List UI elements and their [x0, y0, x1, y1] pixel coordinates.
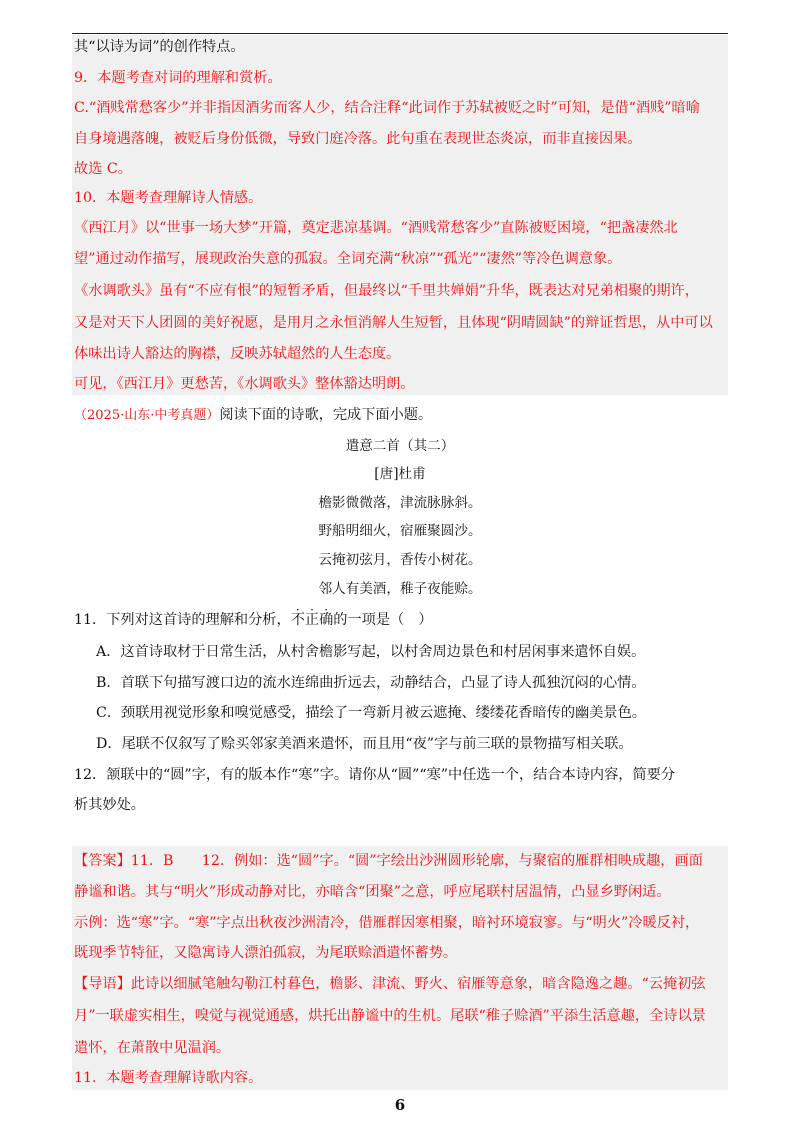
source-instruction: 阅读下面的诗歌，完成下面小题。 — [219, 407, 433, 423]
analysis-line: 《水调歌头》虽有“不应有恨”的短暂矛盾，但最终以“千里共婵娟”升华，既表达对兄弟相聚的期许， — [74, 283, 699, 299]
emphasis-char: 确 — [319, 612, 334, 628]
poem-author: [唐]杜甫 — [374, 466, 426, 482]
question-12-line: 析其妙处。 — [74, 797, 145, 813]
page-number: 6 — [394, 1096, 406, 1114]
analysis-line: 其“以诗为词”的创作特点。 — [74, 39, 245, 55]
poem-line: 云掩初弦月，香传小树花。 — [318, 552, 482, 568]
answer-line: 既现季节特征，又隐寓诗人漂泊孤寂，为尾联赊酒遣怀蓄势。 — [74, 945, 458, 961]
poem-line: 邻人有美酒，稚子夜能赊。 — [318, 581, 482, 597]
emphasis-char: 不 — [290, 612, 305, 628]
answer-line: 11．本题考查理解诗歌内容。 — [74, 1070, 263, 1086]
source-line — [74, 405, 432, 426]
source-tag: （2025·山东·中考真题） — [74, 408, 220, 423]
analysis-line: 《西江月》以“世事一场大梦”开篇，奠定悲凉基调。“酒贱常愁客少”直陈被贬困境，“把盏凄然北 — [74, 220, 678, 236]
poem-title: 遣意二首（其二） — [345, 438, 455, 454]
guide-tag: 【导语】 — [74, 976, 131, 992]
emphasis-char: 正 — [304, 612, 320, 628]
answer-tag: 【答案】 — [74, 853, 131, 869]
option-a: A．这首诗取材于日常生活，从村舍檐影写起，以村舍周边景色和村居闲事来遣怀自娱。 — [96, 644, 646, 660]
poem-line: 野船明细火，宿雁聚圆沙。 — [318, 523, 482, 539]
option-b: B．首联下句描写渡口边的流水连绵曲折远去，动静结合，凸显了诗人孤独沉闷的心情。 — [96, 675, 646, 691]
answer-line — [74, 851, 703, 871]
option-d: D．尾联不仅叙写了赊买邻家美酒来遣怀，而且用“夜”字与前三联的景物描写相关联。 — [96, 736, 633, 752]
question-11-stem — [74, 610, 433, 630]
header-rule — [72, 33, 728, 34]
analysis-line: 9．本题考查对词的理解和赏析。 — [74, 70, 282, 86]
analysis-line: 故选 C。 — [74, 161, 132, 177]
analysis-line: 望”通过动作描写，展现政治失意的孤寂。全词充满“秋凉”“孤光”“凄然”等冷色调意象。 — [74, 251, 622, 267]
poem-line: 檐影微微落，津流脉脉斜。 — [318, 495, 482, 511]
guide-line: 遣怀，在萧散中见温润。 — [74, 1040, 231, 1056]
q11-stem-pre: 11．下列对这首诗的理解和分析， — [74, 612, 291, 628]
option-c: C．颈联用视觉形象和嗅觉感受，描绘了一弯新月被云遮掩、缕缕花香暗传的幽美景色。 — [96, 705, 646, 721]
answer-line: 静谧和谐。其与“明火”形成动静对比，亦暗含“团聚”之意，呼应尾联村居温情，凸显乡野闲适。 — [74, 884, 671, 900]
q11-stem-post: 的一项是（ ） — [333, 612, 433, 628]
analysis-line: 又是对天下人团圆的美好祝愿，是用月之永恒消解人生短暂，且体现“阴晴圆缺”的辩证哲思，从中可以 — [74, 315, 713, 331]
guide-text: 此诗以细腻笔触勾勒江村暮色，檐影、津流、野火、宿雁等意象，暗含隐逸之趣。“云掩初弦 — [130, 976, 706, 992]
analysis-block-top — [72, 35, 728, 395]
analysis-line: 体味出诗人豁达的胸襟，反映苏轼超然的人生态度。 — [74, 346, 401, 362]
analysis-line: C.“酒贱常愁客少”并非指因酒劣而客人少，结合注释“此词作于苏轼被贬之时”可知，是借“酒贱”暗喻 — [74, 100, 700, 116]
analysis-line: 10．本题考查理解诗人情感。 — [74, 190, 263, 206]
answer-text: 11．B 12．例如：选“圆”字。“圆”字绘出沙洲圆形轮廓，与聚宿的雁群相映成趣，画面 — [130, 853, 703, 869]
analysis-line: 自身境遇落魄，被贬后身份低微，导致门庭冷落。此句重在表现世态炎凉，而非直接因果。 — [74, 131, 642, 147]
analysis-line: 可见，《西江月》更愁苦，《水调歌头》整体豁达明朗。 — [74, 376, 415, 392]
q11-emphasis — [291, 612, 334, 628]
answer-line: 示例：选“寒”字。“寒”字点出秋夜沙洲清冷，借雁群因寒相聚，暗衬环境寂寥。与“明火”冷暖反衬， — [74, 915, 700, 931]
question-12-line: 12．颔联中的“圆”字，有的版本作“寒”字。请你从“圆”“寒”中任选一个，结合本诗内容，简要分 — [74, 767, 676, 783]
guide-line — [74, 974, 706, 994]
guide-line: 月”一联虚实相生，嗅觉与视觉通感，烘托出静谧中的生机。尾联“稚子赊酒”平添生活意趣，全诗以景 — [74, 1008, 706, 1024]
